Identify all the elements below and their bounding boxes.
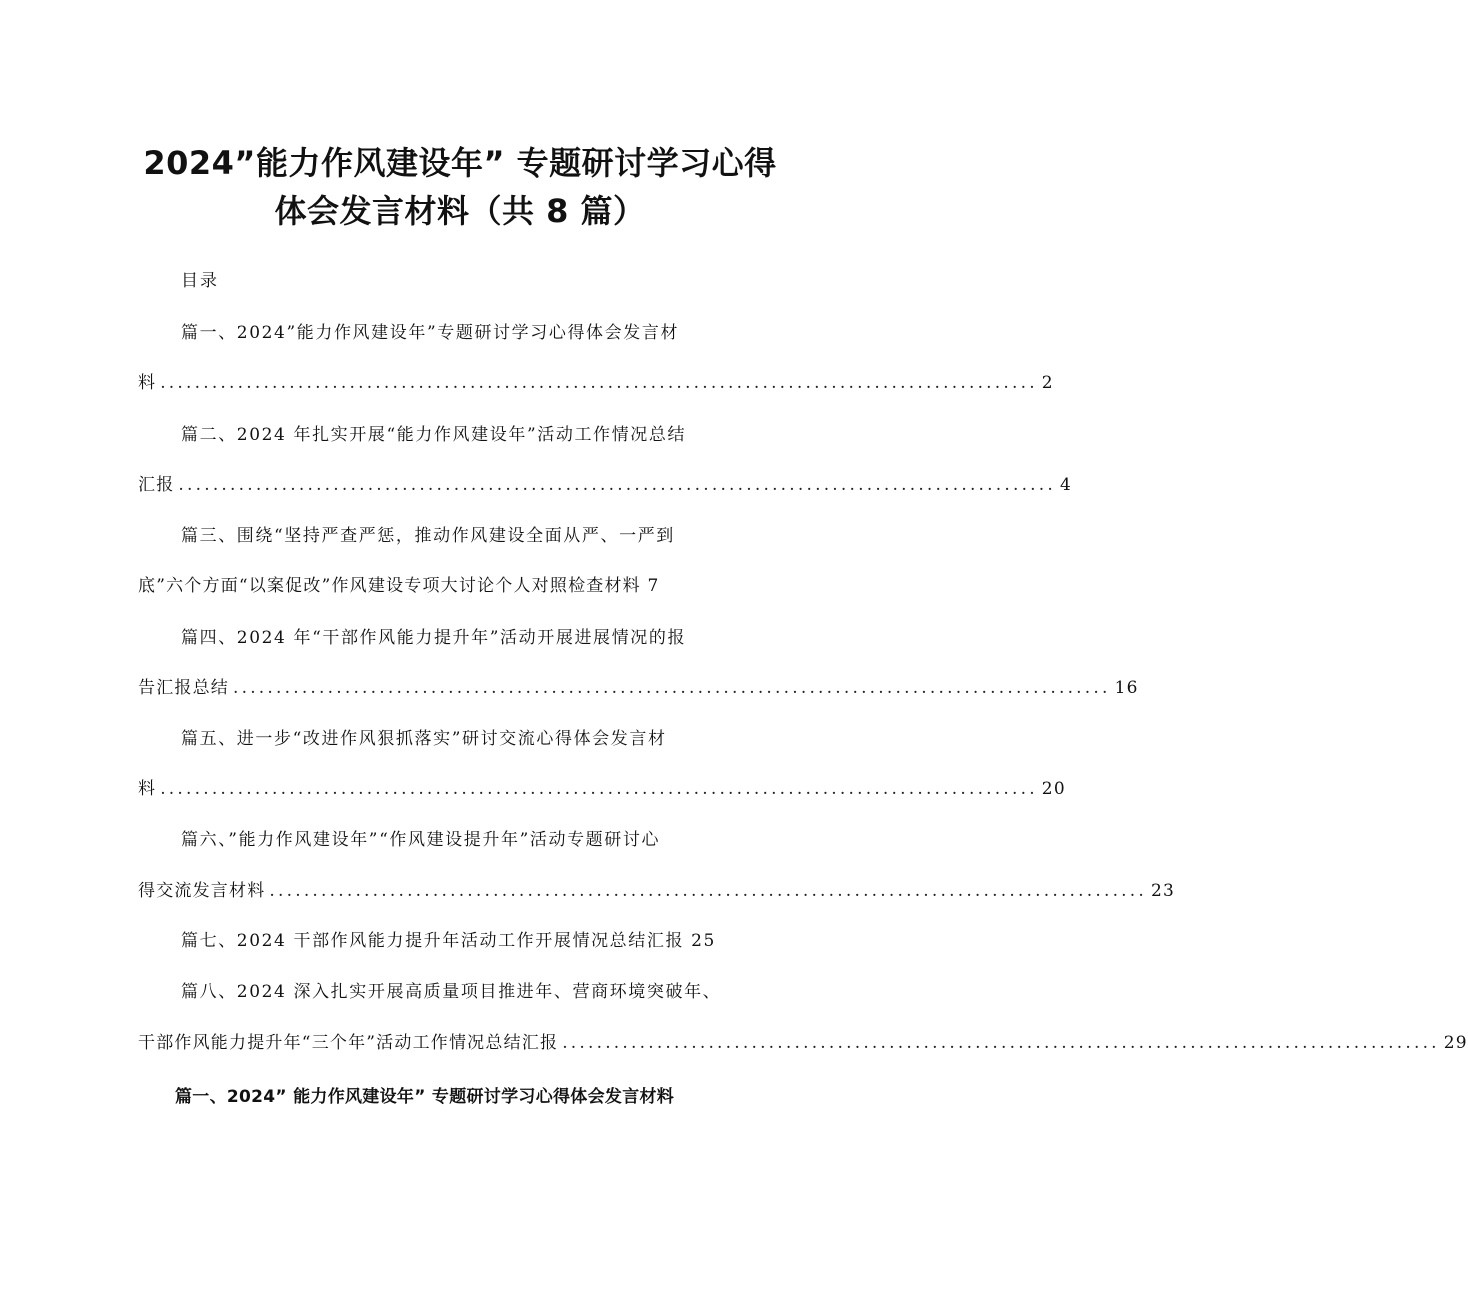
toc-label: 目录 bbox=[181, 271, 219, 291]
toc-entry-text: 干部作风能力提升年“三个年”活动工作情况总结汇报 bbox=[138, 1033, 559, 1053]
toc-entry-8-line-2[interactable] bbox=[138, 1032, 1468, 1054]
toc-entry-1-line-2[interactable] bbox=[138, 372, 1054, 394]
toc-page-number: 4 bbox=[1060, 475, 1073, 495]
toc-entry-8-line-1[interactable]: 篇八、2024 深入扎实开展高质量项目推进年、营商环境突破年、 bbox=[181, 982, 722, 1002]
toc-entry-2-line-2[interactable] bbox=[138, 474, 1073, 496]
toc-entry-text: 汇报 bbox=[138, 475, 175, 495]
toc-page-number: 23 bbox=[1151, 881, 1176, 901]
toc-entry-1-line-1[interactable]: 篇一、2024”能力作风建设年”专题研讨学习心得体会发言材 bbox=[181, 323, 680, 343]
toc-entry-6-line-2[interactable] bbox=[138, 880, 1176, 902]
toc-entry-6-line-1[interactable]: 篇六、”能力作风建设年”“作风建设提升年”活动专题研讨心 bbox=[181, 830, 661, 850]
toc-page-number: 2 bbox=[1041, 373, 1054, 393]
toc-page-number: 29 bbox=[1443, 1033, 1468, 1053]
toc-entry-4-line-2[interactable] bbox=[138, 677, 1139, 699]
toc-entry-text: 料 bbox=[138, 779, 157, 799]
toc-page-number: 16 bbox=[1114, 678, 1139, 698]
toc-leader-dots: ...................................................................................................... bbox=[178, 475, 1056, 495]
toc-leader-dots: ...................................................................................................... bbox=[562, 1033, 1440, 1053]
toc-entry-4-line-1[interactable]: 篇四、2024 年“干部作风能力提升年”活动开展进展情况的报 bbox=[181, 628, 687, 648]
section-heading: 篇一、2024” 能力作风建设年” 专题研讨学习心得体会发言材料 bbox=[175, 1087, 675, 1107]
toc-leader-dots: ...................................................................................................... bbox=[160, 373, 1038, 393]
toc-leader-dots: ...................................................................................................... bbox=[269, 881, 1147, 901]
toc-entry-text: 得交流发言材料 bbox=[138, 881, 266, 901]
toc-leader-dots: ...................................................................................................... bbox=[233, 678, 1111, 698]
toc-entry-2-line-1[interactable]: 篇二、2024 年扎实开展“能力作风建设年”活动工作情况总结 bbox=[181, 425, 687, 445]
document-title-line-1: 2024”能力作风建设年” 专题研讨学习心得 bbox=[143, 144, 777, 182]
toc-entry-3-line-2[interactable]: 底”六个方面“以案促改”作风建设专项大讨论个人对照检查材料 7 bbox=[138, 576, 660, 596]
toc-entry-text: 料 bbox=[138, 373, 157, 393]
toc-entry-7-line-1[interactable]: 篇七、2024 干部作风能力提升年活动工作开展情况总结汇报 25 bbox=[181, 931, 716, 951]
toc-leader-dots: ...................................................................................................... bbox=[160, 779, 1038, 799]
toc-page-number: 20 bbox=[1041, 779, 1066, 799]
toc-entry-text: 告汇报总结 bbox=[138, 678, 229, 698]
toc-entry-3-line-1[interactable]: 篇三、围绕“坚持严查严惩，推动作风建设全面从严、一严到 bbox=[181, 526, 675, 546]
document-title-line-2: 体会发言材料（共 8 篇） bbox=[274, 192, 646, 230]
toc-entry-5-line-1[interactable]: 篇五、进一步“改进作风狠抓落实”研讨交流心得体会发言材 bbox=[181, 729, 667, 749]
toc-entry-5-line-2[interactable] bbox=[138, 778, 1066, 800]
